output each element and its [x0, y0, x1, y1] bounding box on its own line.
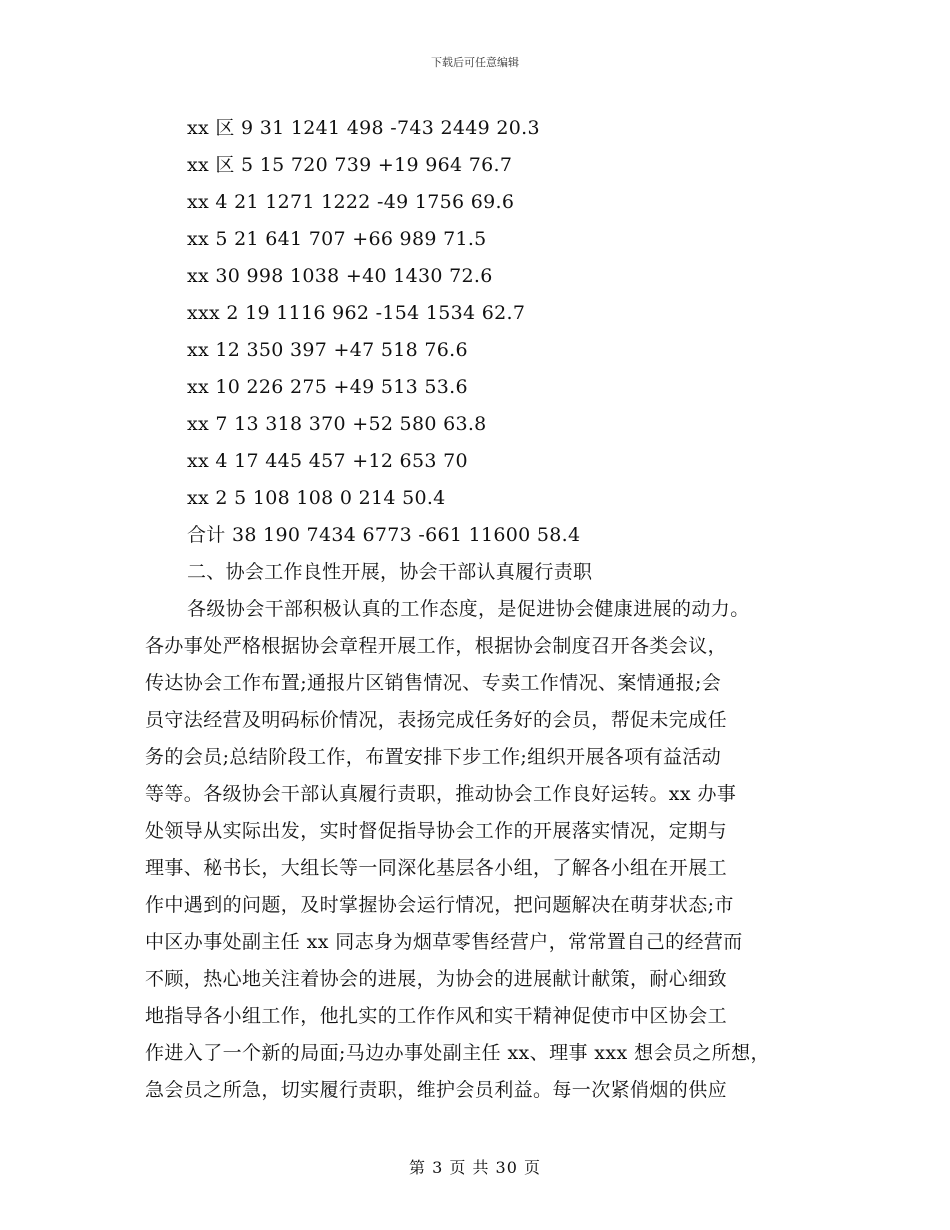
paragraph-line: 作中遇到的问题，及时掌握协会运行情况，把问题解决在萌芽状态;市: [145, 894, 734, 916]
table-row: xx 12 350 397 +47 518 76.6: [187, 339, 468, 361]
table-row: xx 4 17 445 457 +12 653 70: [187, 450, 468, 472]
table-row: xx 区 9 31 1241 498 -743 2449 20.3: [187, 117, 540, 139]
table-row: xx 30 998 1038 +40 1430 72.6: [187, 265, 493, 287]
table-row: xx 10 226 275 +49 513 53.6: [187, 376, 468, 398]
paragraph-line: 理事、秘书长，大组长等一同深化基层各小组，了解各小组在开展工: [145, 857, 728, 879]
paragraph-line: 中区办事处副主任 xx 同志身为烟草零售经营户，常常置自己的经营而: [145, 931, 743, 953]
page-number-footer: 第 3 页 共 30 页: [409, 1158, 541, 1177]
stats-table: [145, 110, 825, 554]
body-paragraph: [145, 591, 825, 1109]
paragraph-line: 作进入了一个新的局面;马边办事处副主任 xx、理事 xxx 想会员之所想，: [145, 1042, 770, 1064]
paragraph-line: 员守法经营及明码标价情况，表扬完成任务好的会员，帮促未完成任: [145, 709, 728, 731]
paragraph-line: 传达协会工作布置;通报片区销售情况、专卖工作情况、案情通报;会: [145, 672, 722, 694]
paragraph-line: 不顾，热心地关注着协会的进展，为协会的进展献计献策，耐心细致: [145, 968, 728, 990]
table-row: xx 4 21 1271 1222 -49 1756 69.6: [187, 191, 515, 213]
paragraph-line: 等等。各级协会干部认真履行责职，推动协会工作良好运转。xx 办事: [145, 783, 737, 805]
paragraph-line: 处领导从实际出发，实时督促指导协会工作的开展落实情况，定期与: [145, 820, 728, 842]
paragraph-line: 各级协会干部积极认真的工作态度，是促进协会健康进展的动力。: [187, 598, 750, 620]
table-row: xxx 2 19 1116 962 -154 1534 62.7: [187, 302, 526, 324]
paragraph-line: 各办事处严格根据协会章程开展工作，根据协会制度召开各类会议，: [145, 635, 728, 657]
table-total-row: 合计 38 190 7434 6773 -661 11600 58.4: [187, 524, 581, 546]
paragraph-line: 务的会员;总结阶段工作，布置安排下步工作;组织开展各项有益活动: [145, 746, 722, 768]
page-header-note: 下载后可任意编辑: [431, 56, 519, 69]
paragraph-line: 地指导各小组工作，他扎实的工作作风和实干精神促使市中区协会工: [145, 1005, 728, 1027]
table-row: xx 区 5 15 720 739 +19 964 76.7: [187, 154, 513, 176]
paragraph-line: 急会员之所急，切实履行责职，维护会员利益。每一次紧俏烟的供应: [145, 1079, 728, 1101]
table-row: xx 2 5 108 108 0 214 50.4: [187, 487, 446, 509]
table-row: xx 7 13 318 370 +52 580 63.8: [187, 413, 487, 435]
table-row: xx 5 21 641 707 +66 989 71.5: [187, 228, 487, 250]
section-heading: 二、协会工作良性开展，协会干部认真履行责职: [187, 561, 593, 583]
document-body: [145, 110, 825, 1109]
